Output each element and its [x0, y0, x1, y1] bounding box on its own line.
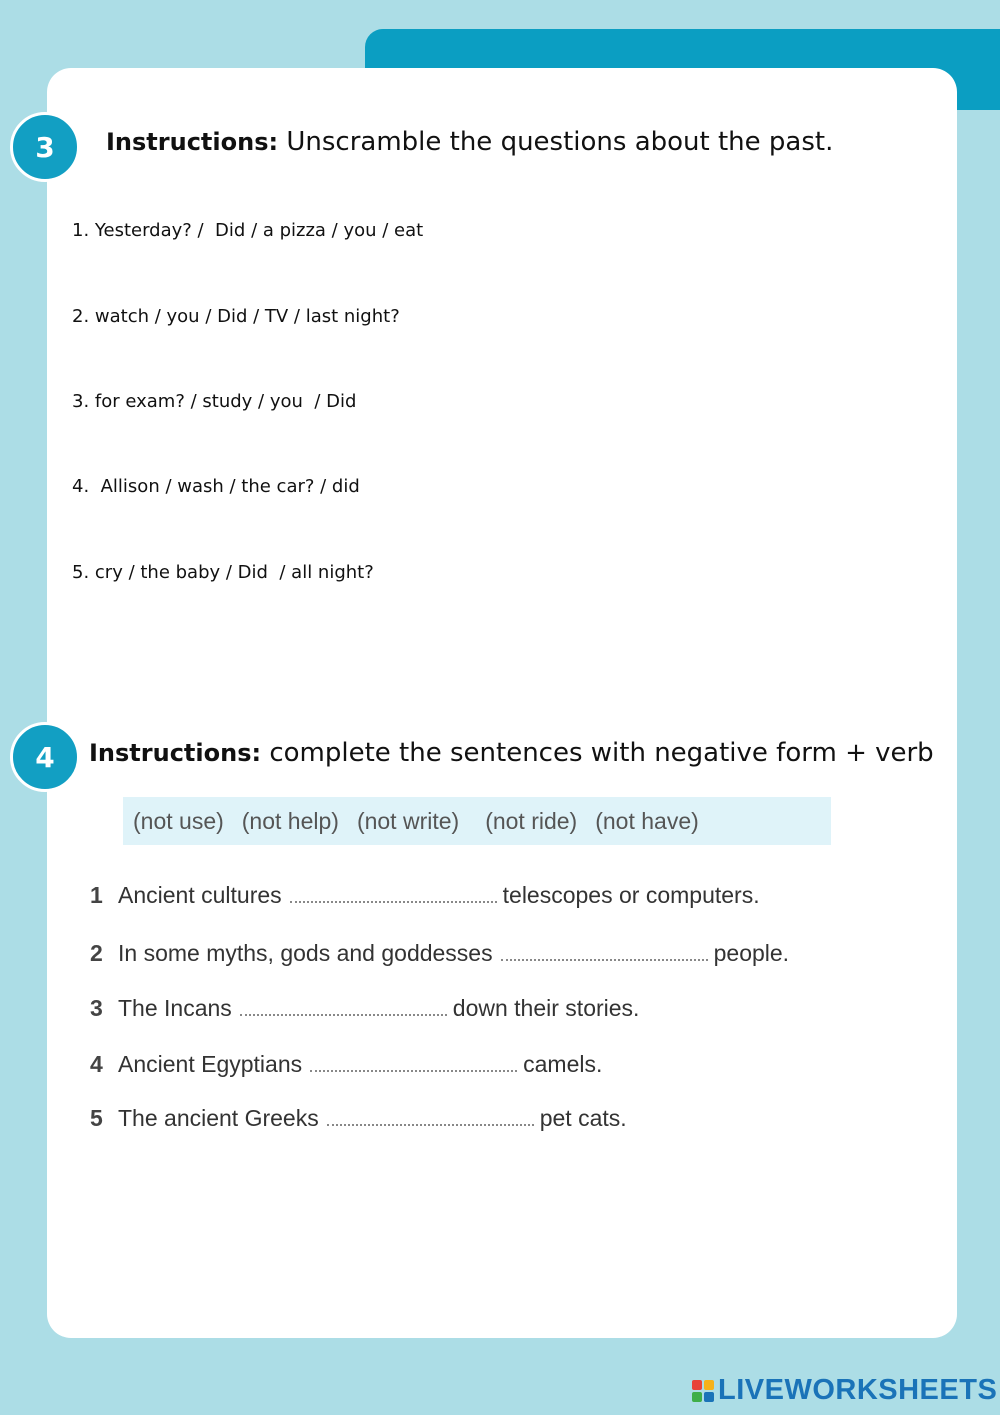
sentence-number: 2: [90, 940, 103, 966]
word-bank-item: (not help): [241, 807, 339, 834]
sentence-end: down their stories.: [452, 995, 640, 1021]
sentence-start: In some myths, gods and goddesses: [118, 940, 493, 966]
sentence-start: Ancient Egyptians: [118, 1051, 303, 1077]
section-3-instruction-text: Unscramble the questions about the past.: [278, 127, 834, 157]
logo-square-icon: [704, 1380, 714, 1390]
logo-text: LIVEWORKSHEETS: [718, 1374, 998, 1406]
sentence-number: 1: [90, 882, 103, 908]
sentence-end: camels.: [523, 1051, 603, 1077]
section-3-instructions: [106, 127, 833, 157]
word-bank-item: (not use): [133, 807, 224, 834]
sentence-end: people.: [713, 940, 790, 966]
section-3-instruction-label: Instructions:: [106, 128, 279, 156]
sentence-5: [90, 1105, 627, 1132]
answer-blank-5[interactable]: [327, 1106, 534, 1126]
sentence-start: Ancient cultures: [118, 882, 282, 908]
word-bank-item: (not ride): [485, 807, 578, 834]
section-4-instruction-text: complete the sentences with negative form + verb: [261, 738, 934, 768]
section-3-number-badge: 3: [10, 112, 80, 182]
answer-blank-2[interactable]: [501, 941, 708, 961]
section-4-instructions: [89, 738, 934, 768]
sentence-number: 4: [90, 1051, 103, 1077]
sentence-1: [90, 882, 760, 909]
logo-square-icon: [692, 1380, 702, 1390]
logo-square-icon: [692, 1392, 702, 1402]
worksheet-page: [47, 68, 957, 1338]
answer-blank-4[interactable]: [310, 1052, 517, 1072]
sentence-end: telescopes or computers.: [502, 882, 760, 908]
word-bank-item: (not have): [595, 807, 699, 834]
answer-blank-1[interactable]: [290, 883, 497, 903]
section-4-number-badge: 4: [10, 722, 80, 792]
liveworksheets-logo: [692, 1374, 997, 1407]
answer-blank-3[interactable]: [240, 996, 447, 1016]
scramble-item-4: 4. Allison / wash / the car? / did: [72, 476, 360, 497]
word-bank: [123, 797, 831, 845]
logo-icon: [692, 1380, 714, 1402]
sentence-end: pet cats.: [539, 1105, 627, 1131]
sentence-start: The Incans: [118, 995, 232, 1021]
sentence-number: 5: [90, 1105, 103, 1131]
sentence-number: 3: [90, 995, 103, 1021]
sentence-4: [90, 1051, 602, 1078]
sentence-2: [90, 940, 789, 967]
section-4-instruction-label: Instructions:: [89, 739, 262, 767]
word-bank-item: (not write): [356, 807, 460, 834]
scramble-item-1: 1. Yesterday? / Did / a pizza / you / eat: [72, 220, 424, 241]
logo-square-icon: [704, 1392, 714, 1402]
scramble-item-3: 3. for exam? / study / you / Did: [72, 391, 357, 412]
scramble-item-2: 2. watch / you / Did / TV / last night?: [72, 306, 400, 327]
sentence-start: The ancient Greeks: [118, 1105, 319, 1131]
sentence-3: [90, 995, 639, 1022]
scramble-item-5: 5. cry / the baby / Did / all night?: [72, 562, 374, 583]
